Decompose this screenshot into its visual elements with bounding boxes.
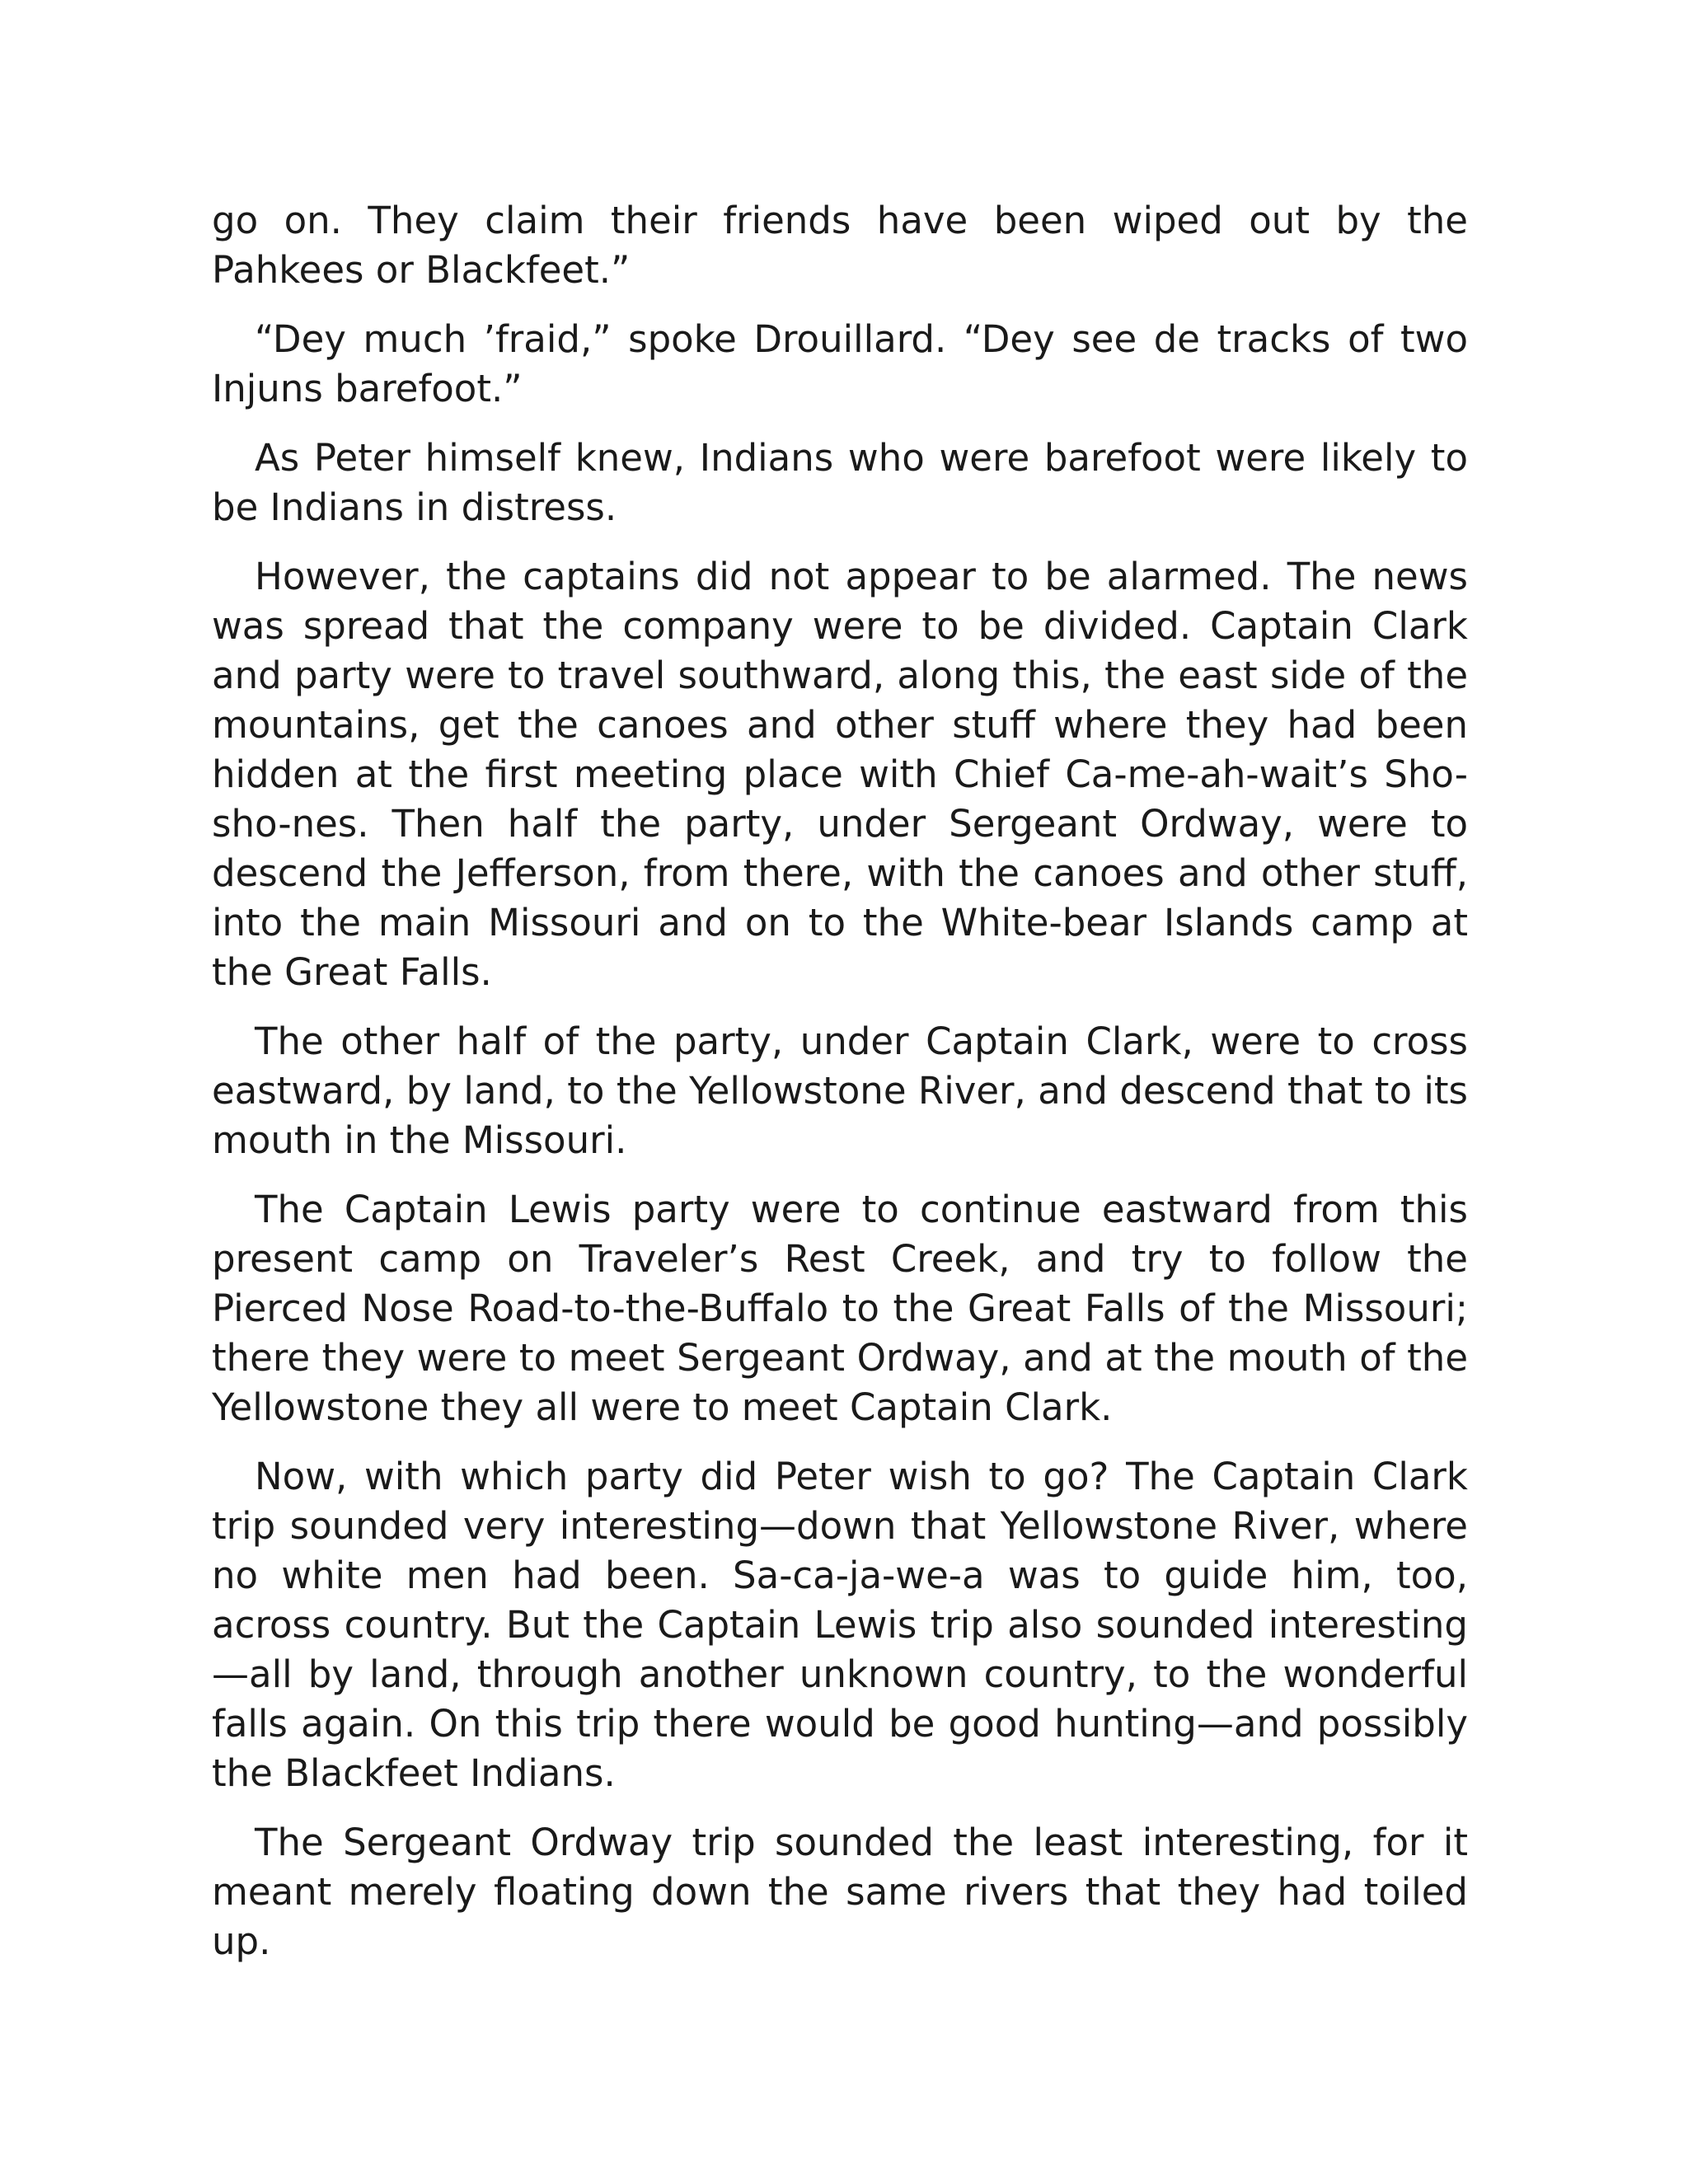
paragraph: The other half of the party, under Captain Clark, were to cross eastward, by land, to the Yellowstone River, and descend that to its mouth in the Missouri. <box>212 1019 1468 1162</box>
paragraph: “Dey much ’fraid,” spoke Drouillard. “Dey see de tracks of two Injuns barefoot.” <box>212 317 1468 410</box>
paragraph: However, the captains did not appear to be alarmed. The news was spread that the company were to be divided. Captain Clark and party were to travel southward, along this, the east side of the mountains, get the canoes and other stuff where they had been hidden at the first meeting place with Chief Ca-me-ah-wait’s Sho-sho-nes. Then half the party, under Sergeant Ordway, were to descend the Jefferson, from there, with the canoes and other stuff, into the main Missouri and on to the White-bear Islands camp at the Great Falls. <box>212 555 1468 994</box>
page-body <box>212 196 1468 1986</box>
paragraph: As Peter himself knew, Indians who were barefoot were likely to be Indians in distress. <box>212 436 1468 529</box>
paragraph: The Captain Lewis party were to continue eastward from this present camp on Traveler’s Rest Creek, and try to follow the Pierced Nose Road-to-the-Buffalo to the Great Falls of the Missouri; there they were to meet Sergeant Ordway, and at the mouth of the Yellowstone they all were to meet Captain Clark. <box>212 1188 1468 1429</box>
paragraph: Now, with which party did Peter wish to go? The Captain Clark trip sounded very interesting—down that Yellowstone River, where no white men had been. Sa-ca-ja-we-a was to guide him, too, across country. But the Captain Lewis trip also sounded interesting—all by land, through another unknown country, to the wonderful falls again. On this trip there would be good hunting—and possibly the Blackfeet Indians. <box>212 1455 1468 1795</box>
paragraph: go on. They claim their friends have been wiped out by the Pahkees or Blackfeet.” <box>212 199 1468 292</box>
paragraph: The Sergeant Ordway trip sounded the least interesting, for it meant merely floating down the same rivers that they had toiled up. <box>212 1821 1468 1963</box>
